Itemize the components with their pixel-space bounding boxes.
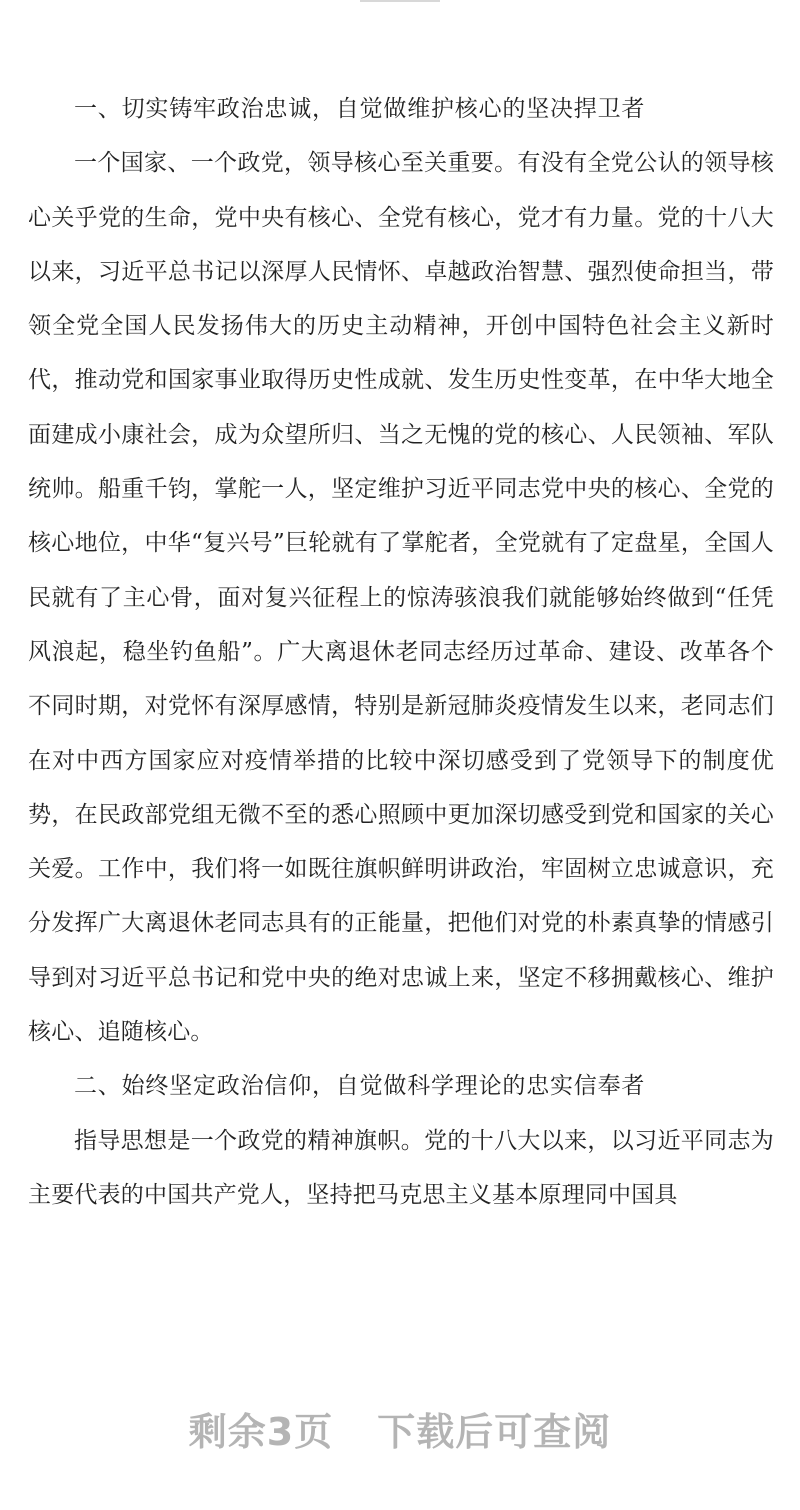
download-prompt[interactable] [0, 1402, 800, 1462]
body-paragraph-1: 一个国家、一个政党，领导核心至关重要。有没有全党公认的领导核心关乎党的生命，党中央有核心、全党有核心，党才有力量。党的十八大以来，习近平总书记以深厚人民情怀、卓越政治智慧、强烈使命担当，带领全党全国人民发扬伟大的历史主动精神，开创中国特色社会主义新时代，推动党和国家事业取得历史性成就、发生历史性变革，在中华大地全面建成小康社会，成为众望所归、当之无愧的党的核心、人民领袖、军队统帅。船重千钧，掌舵一人，坚定维护习近平同志党中央的核心、全党的核心地位，中华“复兴号”巨轮就有了掌舵者，全党就有了定盘星，全国人民就有了主心骨，面对复兴征程上的惊涛骇浪我们就能够始终做到“任凭风浪起，稳坐钓鱼船”。广大离退休老同志经历过革命、建设、改革各个不同时期，对党怀有深厚感情，特别是新冠肺炎疫情发生以来，老同志们在对中西方国家应对疫情举措的比较中深切感受到了党领导下的制度优势，在民政部党组无微不至的悉心照顾中更加深切感受到党和国家的关心关爱。工作中，我们将一如既往旗帜鲜明讲政治，牢固树立忠诚意识，充分发挥广大离退休老同志具有的正能量，把他们对党的朴素真挚的情感引导到对习近平总书记和党中央的绝对忠诚上来，坚定不移拥戴核心、维护核心、追随核心。 [28, 150, 774, 1046]
document-body [28, 82, 774, 1222]
body-paragraph-2: 指导思想是一个政党的精神旗帜。党的十八大以来，以习近平同志为主要代表的中国共产党人，坚持把马克思主义基本原理同中国具 [28, 1127, 774, 1208]
remaining-pages-label: 剩余3页 [188, 1410, 334, 1454]
top-divider [360, 0, 440, 2]
download-to-view-label: 下载后可查阅 [377, 1410, 612, 1454]
section-heading-1: 一、切实铸牢政治忠诚，自觉做维护核心的坚决捍卫者 [74, 96, 646, 122]
section-heading-2: 二、始终坚定政治信仰，自觉做科学理论的忠实信奉者 [74, 1073, 646, 1100]
